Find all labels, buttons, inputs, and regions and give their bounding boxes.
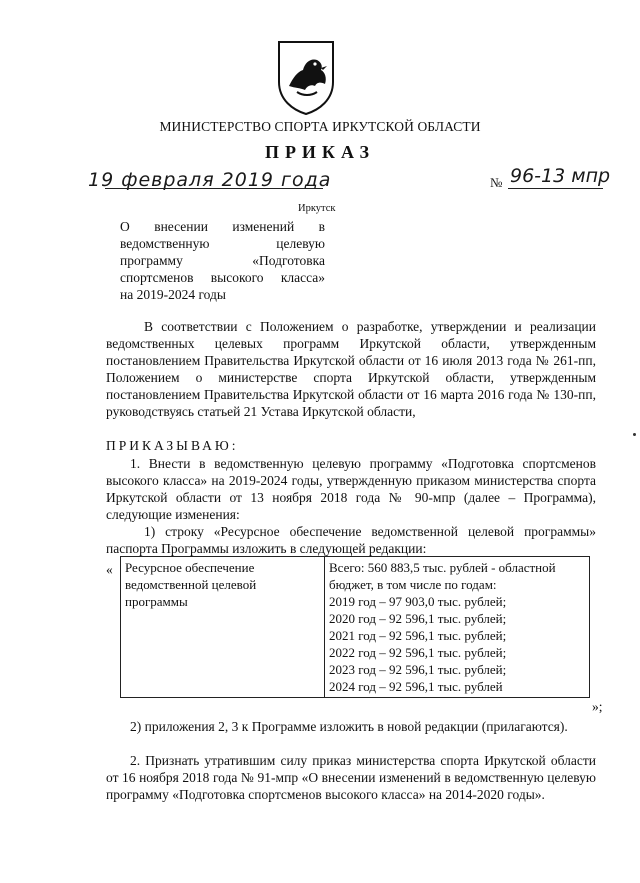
resource-line: бюджет, в том числе по годам: — [329, 577, 497, 592]
order-date: 19 февраля 2019 года — [88, 169, 332, 191]
ministry-name: МИНИСТЕРСТВО СПОРТА ИРКУТСКОЙ ОБЛАСТИ — [159, 119, 481, 134]
coat-of-arms-emblem — [275, 38, 337, 116]
table-row — [121, 557, 590, 698]
item-3-paragraph: 2. Признать утратившим силу приказ министерства спорта Иркутской области от 16 ноября 2018 года № 91-мпр «О внесении изменений в ведомственную целевую программу «Подготовка спортсменов высокого класса» на 2014-2020 годы». — [106, 753, 596, 802]
item-1-paragraph: 1. Внести в ведомственную целевую программу «Подготовка спортсменов высокого класса» на 2019-2024 годы, утвержденную приказом министерства спорта Иркутской области от 13 ноября 2018 года № 90-мпр (далее – Программа), следующие изменения: — [106, 456, 596, 522]
resource-line: 2019 год – 97 903,0 тыс. рублей; — [329, 594, 507, 609]
resource-line: 2021 год – 92 596,1 тыс. рублей; — [329, 628, 507, 643]
scan-speck — [633, 433, 636, 436]
resource-line: 2022 год – 92 596,1 тыс. рублей; — [329, 645, 507, 660]
order-subject — [120, 218, 325, 303]
subject-line: ведомственную целевую — [120, 236, 325, 251]
number-underline — [508, 188, 603, 189]
subject-line: спортсменов высокого класса» — [120, 270, 325, 285]
order-number: 96-13 мпр — [510, 165, 611, 187]
item-2-paragraph: 2) приложения 2, 3 к Программе изложить в новой редакции (прилагаются). — [130, 719, 568, 734]
date-underline — [105, 188, 323, 189]
preamble-paragraph: В соответствии с Положением о разработке, утверждении и реализации ведомственных целевых программ Иркутской области, утвержденным постановлением Правительства Иркутской области от 16 июля 2013 года № 261-пп, Положением о министерстве спорта Иркутской области, утвержденным постановлением Правительства Иркутской области от 16 марта 2016 года № 130-пп, руководствуясь статьей 21 Устава Иркутской области, — [106, 319, 596, 419]
subject-line: программу «Подготовка — [120, 253, 325, 268]
order-word: ПРИКАЗЫВАЮ: — [106, 438, 239, 453]
city-name: Иркутск — [298, 203, 336, 214]
resource-line: Всего: 560 883,5 тыс. рублей - областной — [329, 560, 556, 575]
table-quote-close: »; — [592, 699, 603, 714]
table-quote-open: « — [106, 562, 113, 577]
number-sign: № — [490, 175, 503, 190]
subject-line: О внесении изменений в — [120, 219, 325, 234]
resource-label-cell: Ресурсное обеспечение ведомственной целевой программы — [121, 557, 325, 698]
resource-table — [120, 556, 590, 698]
subject-line: на 2019-2024 годы — [120, 287, 226, 302]
resource-values-cell — [325, 557, 590, 698]
order-title: ПРИКАЗ — [264, 142, 376, 162]
resource-line: 2020 год – 92 596,1 тыс. рублей; — [329, 611, 507, 626]
resource-line: 2023 год – 92 596,1 тыс. рублей; — [329, 662, 507, 677]
resource-line: 2024 год – 92 596,1 тыс. рублей — [329, 679, 503, 694]
item-1-1-paragraph: 1) строку «Ресурсное обеспечение ведомственной целевой программы» паспорта Программы изложить в следующей редакции: — [106, 524, 596, 556]
